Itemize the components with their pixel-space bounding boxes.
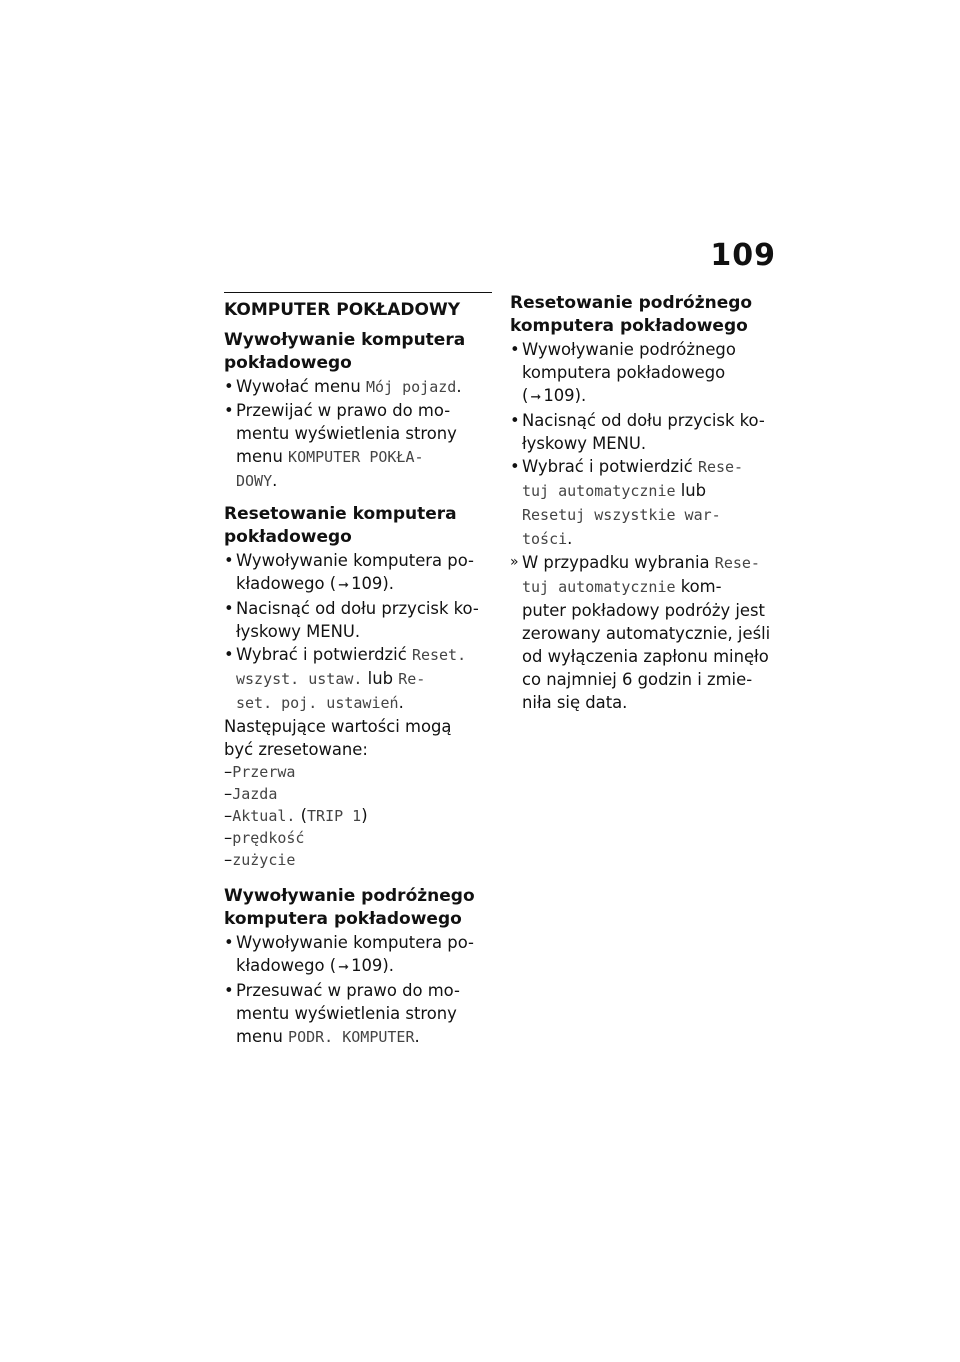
arrow-reference-icon: ➞: [530, 390, 542, 405]
section-title: Resetowanie podróżnego komputera pokładowego: [510, 293, 753, 336]
list-item: –Aktual. (TRIP 1): [224, 806, 368, 825]
bullet-item: • Wywoływanie podróżnego komputera pokładowego ( ➞ 109).: [510, 338, 778, 409]
left-column: [224, 292, 492, 1059]
bullet-item: • Wywoływanie komputera po- kładowego ( ➞ 109).: [224, 931, 492, 979]
bullet-item: • Wybrać i potwierdzić Rese- tuj automatycznie lub Resetuj wszystkie war- tości.: [510, 455, 778, 551]
bullet-item: • Wybrać i potwierdzić Reset. wszyst. ustaw. lub Re- set. poj. ustawień.: [224, 643, 492, 715]
bullet-item: • Przesuwać w prawo do mo- mentu wyświetlenia strony menu PODR. KOMPUTER.: [224, 979, 492, 1049]
list-item: –Jazda: [224, 784, 278, 803]
bullet-item: • Nacisnąć od dołu przycisk ko- łyskowy MENU.: [510, 409, 778, 455]
result-item: » W przypadku wybrania Rese- tuj automatycznie kom- puter pokładowy podróży jest zerowany automatycznie, jeśli od wyłączenia zapłonu minęło co najmniej 6 godzin i zmie- niła się data.: [510, 553, 771, 712]
arrow-reference-icon: ➞: [338, 578, 350, 593]
section-reset-computer: [224, 503, 492, 871]
page-number: 109: [710, 238, 776, 273]
section-open-trip-computer: [224, 885, 492, 1049]
menu-name: KOMPUTER POKŁA-: [288, 448, 424, 466]
paragraph: Następujące wartości mogą być zresetowane:: [224, 717, 452, 759]
section-title: Resetowanie komputera pokładowego: [224, 504, 457, 547]
chapter-title: KOMPUTER POKŁADOWY: [224, 292, 492, 321]
result-marker: »: [510, 554, 519, 570]
right-column: [510, 292, 778, 724]
menu-name: DOWY: [236, 472, 273, 490]
menu-name: Mój pojazd: [366, 378, 457, 396]
section-reset-trip-computer: [510, 292, 778, 714]
list-item: –prędkość: [224, 828, 305, 847]
bullet-item: • Wywoływanie komputera po- kładowego ( ➞ 109).: [224, 549, 492, 597]
arrow-reference-icon: ➞: [338, 960, 350, 975]
list-item: –zużycie: [224, 850, 296, 869]
section-open-computer: [224, 329, 492, 493]
bullet-item: • Przewijać w prawo do mo- mentu wyświetlenia strony menu KOMPUTER POKŁA- DOWY.: [224, 399, 492, 493]
list-item: –Przerwa: [224, 762, 296, 781]
bullet-item: • Nacisnąć od dołu przycisk ko- łyskowy MENU.: [224, 597, 492, 643]
section-title: Wywoływanie podróżnego komputera pokładowego: [224, 886, 475, 929]
section-title: Wywoływanie komputera pokładowego: [224, 330, 466, 373]
bullet-item: • Wywołać menu Mój pojazd.: [224, 375, 492, 399]
